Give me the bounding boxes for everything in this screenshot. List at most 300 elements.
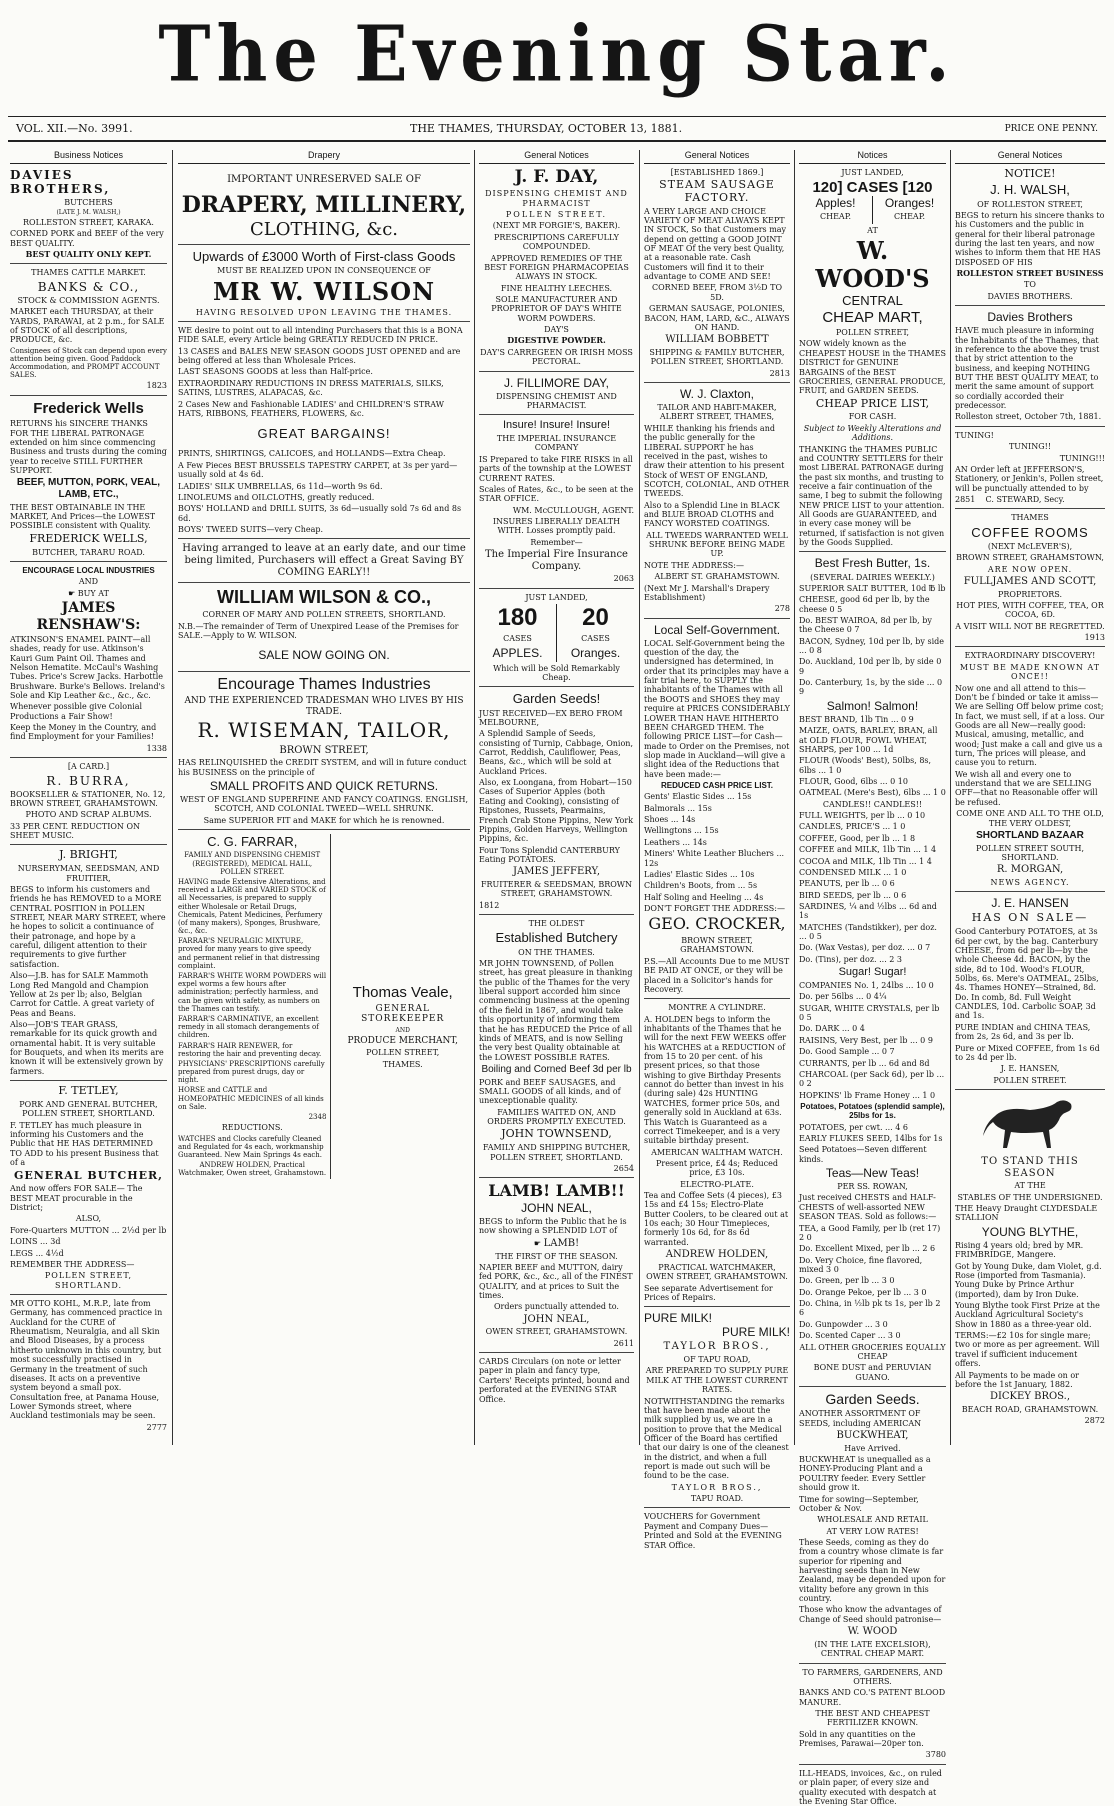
ad-text: Also to a Splendid Line in BLACK and BLUE BROAD CLOTHS and FANCY WORSTED COATINGS. xyxy=(644,500,780,529)
ad-text: Sold in any quantities on the Premises, Parawai—20per ton. xyxy=(799,1729,924,1749)
ad-text: FOR CASH. xyxy=(848,412,897,422)
ad-title: REDUCED CASH PRICE LIST. xyxy=(660,781,773,791)
ad-text: THANKING the THAMES PUBLIC and COUNTRY SETTLERS for their most LIBERAL PATRONAGE during the past six months, and trusting to receive a fair continuation of the same, I beg to submit the following NEW PRICE LIST to your attention. All Goods are GUARANTEED, and in every case money will be returned, if satisfaction is not given by the Goods Supplied. xyxy=(799,444,945,548)
ad-title: MR W. WILSON xyxy=(212,276,436,306)
ad-number: 2348 xyxy=(308,1113,327,1121)
ad-title: FULLJAMES AND SCOTT, xyxy=(963,575,1097,587)
ad-text: ROLLESTON STREET BUSINESS xyxy=(956,268,1104,279)
column-general-notices xyxy=(479,150,634,1445)
price-line: FLOUR (Woods' Best), 50lbs, 8s, 6lbs ... 1 0 xyxy=(799,756,932,775)
place-and-date: THE THAMES, THURSDAY, OCTOBER 13, 1881. xyxy=(410,122,683,135)
ad-text: DON'T FORGET THE ADDRESS:— xyxy=(644,903,785,913)
ad-title: W. J. Claxton, xyxy=(679,387,755,402)
veale-ad xyxy=(330,834,470,1179)
ad-title: TUNING! xyxy=(955,430,994,440)
ad-text: THE OLDEST xyxy=(528,919,585,929)
ad-text: ALL TWEEDS WARRANTED WELL SHRUNK BEFORE BEING MADE UP. xyxy=(646,530,788,559)
column-business-notices xyxy=(10,150,167,1445)
price-line: COFFEE, Good, per lb ... 1 8 xyxy=(799,833,916,843)
ad-separator xyxy=(644,1306,790,1307)
ad-text: Also—JOB'S TEAR GRASS, remarkable for its quick growth and ornamental habit. It is very suitable for Bouquets, and when its merits are known it will be extensively grown by farmers. xyxy=(10,1020,164,1076)
ad-signature: DICKEY BROS., xyxy=(989,1391,1071,1403)
ad-title: J. E. HANSEN xyxy=(991,896,1069,911)
ad-separator xyxy=(479,1177,634,1178)
price-line: CONDENSED MILK ... 1 0 xyxy=(799,867,907,877)
ad-text: WEST OF ENGLAND SUPERFINE AND FANCY COATINGS. ENGLISH, SCOTCH, AND COLONIAL TWEED—WELL SHRUNK. xyxy=(179,795,469,814)
price-line: Do. Orange Pekoe, per lb ... 3 0 xyxy=(799,1287,927,1297)
price-line: LOINS ... 3d xyxy=(10,1237,61,1247)
ad-text: LAST SEASONS GOODS at less than Half-price. xyxy=(178,367,373,377)
ad-text: Keep the Money in the Country, and find Employment for your Families! xyxy=(10,723,157,742)
price-line: BEST BRAND, 1lb Tin ... 0 9 xyxy=(799,714,914,724)
ad-separator xyxy=(955,1089,1105,1090)
column-general-notices-3 xyxy=(955,150,1105,1445)
price-line: Balmorals ... 15s xyxy=(644,803,712,813)
ad-title: Insure! Insure! Insure! xyxy=(503,419,610,432)
ad-text: PRACTICAL WATCHMAKER, OWEN STREET, GRAHAMSTOWN. xyxy=(646,1262,788,1282)
fruit-box xyxy=(479,604,634,661)
ad-text: PORK and BEEF SAUSAGES, and SMALL GOODS of all kinds, and of unexceptionable quality. xyxy=(479,1077,621,1106)
ad-text: PORK AND GENERAL BUTCHER, POLLEN STREET, SHORTLAND. xyxy=(19,1100,158,1119)
ad-text: NEWS AGENCY. xyxy=(990,878,1070,887)
price-line: FLOUR, Good, 6lbs ... 0 10 xyxy=(799,777,908,787)
ad-text: HAS RELINQUISHED the CREDIT SYSTEM, and will in future conduct his BUSINESS on the principle of xyxy=(178,758,467,777)
ad-text: FINE HEALTHY LEECHES. xyxy=(500,283,613,293)
ad-text: LOCAL Self-Government being the question of the day, the undersigned has determined, in order that its principles may have a fair trial here, to SUPPLY the inhabitants of the Thames with all the BOOTS and SHOES they may require at PRICES CONSIDERABLY LOWER THAN HAVE HITHERTO BEEN CHARGED THEM. The following PRICE LIST—for Cash—made to Order on the Premises, not slop made in Auckland—will give a slight idea of the Reductions that have been made:— xyxy=(644,638,790,779)
ad-text: FARRAR'S WHITE WORM POWDERS will expel worms a few hours after administration; perfectly harmless, and can be given with safety, as numbers on the Thames can testify. xyxy=(178,972,327,1013)
ad-text: ALL OTHER GROCERIES EQUALLY CHEAP xyxy=(799,1342,946,1361)
two-ad-row xyxy=(178,834,470,1179)
ad-title: ENCOURAGE LOCAL INDUSTRIES xyxy=(22,566,155,576)
ad-text: ON THE THAMES. xyxy=(518,947,595,957)
ad-text: Those who know the advantages of Change of Seed should patronise— xyxy=(799,1605,942,1624)
ad-title: J. H. WALSH, xyxy=(990,182,1070,198)
ad-text: THE BEST AND CHEAPEST FERTILIZER KNOWN. xyxy=(815,1709,930,1728)
ad-text: JUST RECEIVED—EX BERO FROM MELBOURNE, xyxy=(479,708,623,727)
ad-title: Salmon! Salmon! xyxy=(826,698,919,713)
ad-signature: WILLIAM BOBBETT xyxy=(665,334,769,346)
ad-title: CHEAP MART, xyxy=(822,308,923,326)
ad-title: Potatoes, Potatoes (splendid sample), 25lbs for 1s. xyxy=(800,1101,945,1121)
price-line: Do. (Tins), per doz. ... 2 3 xyxy=(799,954,903,964)
price-line: Do. Good Sample ... 0 7 xyxy=(799,1047,895,1057)
ad-separator xyxy=(479,588,634,589)
ad-title: PURE MILK! xyxy=(721,1325,790,1340)
ad-title: DIGESTIVE POWDER. xyxy=(507,335,606,346)
ad-text: MR OTTO KOHL, M.R.P., late from Germany, has commenced practice in Auckland for the CURE of Rheumatism, Neuralgia, and all Skin and Blood Diseases, by a process hitherto unknown in this country, but most successfully practised in Germany in the treatment of such diseases. It acts on a preventive system beyond a small pox. Consultation free, at Panama House, Lower Symonds street, where Auckland testimonials may be seen. xyxy=(10,1298,163,1421)
ad-separator xyxy=(10,395,167,396)
ad-signature: R. MORGAN, xyxy=(996,864,1064,876)
ad-title: MONTRE A CYLINDRE. xyxy=(668,1003,766,1013)
ad-text: ATKINSON'S ENAMEL PAINT—all shades, ready for use. Atkinson's Kauri Gum Paint Oil. Thames and Nelson Hematite. McCaul's Washing Tubes. Price's Screw Jacks. Harbottle Brushware. Burke's Bellows. Ireland's Sole and Kip Leather &c., &c., &c. xyxy=(10,634,165,701)
ad-number: 1338 xyxy=(146,743,167,753)
price-line: CHEESE, good 6d per lb, by the cheese 0 5 xyxy=(799,595,930,614)
ad-title: Local Self-Government. xyxy=(653,622,781,637)
ad-text: POLLEN STREET. xyxy=(505,210,608,220)
ad-title: EXTRAORDINARY DISCOVERY! xyxy=(964,651,1096,661)
farrar-ad xyxy=(178,834,326,1179)
price-line: COMPANIES No. 1, 24lbs ... 10 0 xyxy=(799,980,934,990)
ad-number: 2872 xyxy=(1084,1416,1105,1426)
price-line: TEA, a Good Family, per lb (ret 17) 2 0 xyxy=(799,1223,941,1242)
ad-separator xyxy=(955,508,1105,509)
ad-text: ARE PREPARED TO SUPPLY PURE MILK AT THE LOWEST CURRENT RATES. xyxy=(645,1366,789,1395)
ad-title: TUNING!! xyxy=(1008,442,1052,452)
ad-text: POLLEN STREET SOUTH, SHORTLAND. xyxy=(976,843,1084,862)
price-line: SUPERIOR SALT BUTTER, 10d ℔ lb xyxy=(799,583,946,593)
ad-text: BUY AT xyxy=(77,588,109,598)
ad-text: POLLEN STREET, xyxy=(366,1048,440,1058)
ad-text: (IN THE LATE EXCELSIOR), CENTRAL CHEAP MART. xyxy=(814,1639,931,1659)
column-divider xyxy=(794,150,795,1445)
ad-text: OF ROLLESTON STREET, xyxy=(977,199,1083,209)
ad-text: THE IMPERIAL INSURANCE COMPANY xyxy=(496,434,617,453)
ad-text: PER SS. ROWAN, xyxy=(837,1182,908,1192)
ad-text: CANDLES!! CANDLES!! xyxy=(822,799,923,809)
price-line: POTATOES, per cwt. ... 4 6 xyxy=(799,1122,908,1132)
ad-text: Whenever possible give Colonial Productions a Fair Show! xyxy=(10,702,143,721)
ad-title: Best Fresh Butter, 1s. xyxy=(814,556,931,571)
ad-title: JAMES RENSHAW'S: xyxy=(36,600,141,633)
ad-number: 2611 xyxy=(613,1338,634,1348)
dateline xyxy=(8,122,1106,138)
ad-text: DISPENSING CHEMIST AND PHARMACIST xyxy=(485,189,628,208)
price-line: Do. China, in ½lb pk ts 1s, per lb 2 6 xyxy=(799,1299,941,1318)
ad-text: See separate Advertisement for Prices of Repairs. xyxy=(644,1283,773,1302)
ad-text: Time for sowing—September, October & Nov. xyxy=(799,1494,919,1513)
ad-text: THAMES xyxy=(1011,513,1049,523)
ad-text: THE FIRST OF THE SEASON. xyxy=(495,1251,618,1261)
ad-text xyxy=(479,1238,634,1250)
price-line: OATMEAL (Mere's Best), 6lbs ... 1 0 xyxy=(799,788,946,798)
ad-title: DRAPERY, MILLINERY, xyxy=(181,192,467,219)
ad-text: BEST QUALITY ONLY KEPT. xyxy=(25,249,152,260)
price-line: Do. Scented Caper ... 3 0 xyxy=(799,1331,901,1341)
ad-text: PRINTS, SHIRTINGS, CALICOES, and HOLLANDS—Extra Cheap. xyxy=(178,449,446,459)
price-line: COCOA and MILK, 1lb Tin ... 1 4 xyxy=(799,856,932,866)
ad-text: NURSERYMAN, SEEDSMAN, AND FRUITIER, xyxy=(17,864,160,883)
ad-separator xyxy=(644,998,790,999)
ad-text: PRODUCE MERCHANT, xyxy=(347,1035,458,1046)
ad-text: Rising 4 years old; bred by MR. FRIMBRIDGE, Mangere. xyxy=(955,1240,1084,1260)
ad-number: 2063 xyxy=(613,574,634,584)
ad-title: WILLIAM WILSON & CO., xyxy=(217,587,431,608)
ad-title: C. G. FARRAR, xyxy=(207,834,298,850)
ad-title: REDUCTIONS. xyxy=(221,1123,283,1133)
price-line: Do. Excellent Mixed, per lb ... 2 6 xyxy=(799,1244,936,1254)
price-line: EARLY FLUKES SEED, 14lbs for 1s xyxy=(799,1134,943,1144)
ad-text: POLLEN STREET. xyxy=(993,1075,1067,1085)
ad-text: [ESTABLISHED 1869.] xyxy=(670,167,764,177)
ad-text: Orders punctually attended to. xyxy=(494,1302,619,1312)
ad-separator xyxy=(10,1294,167,1295)
ad-title: Boiling and Corned Beef 3d per lb xyxy=(481,1063,632,1075)
newspaper-title: The Evening Star. xyxy=(158,7,956,100)
price-line: RAISINS, Very Best, per lb ... 0 9 xyxy=(799,1035,933,1045)
ad-signature: WM. McCULLOUGH, AGENT. xyxy=(512,505,634,515)
ad-title: CHEAP PRICE LIST, xyxy=(815,396,930,410)
price-line: Do. DARK ... 0 4 xyxy=(799,1024,865,1034)
ad-text: Good Canterbury POTATOES, at 3s 6d per cwt, by the bag. Canterbury CHEESE, from 6d per lb—by the whole Cheese 4d. BACON, by the side, 8d to 10d. Wood's FLOUR, 50lbs, 6s. Mere's OATMEAL, 25lbs, 4s. Thames HONEY—Strained, 8d. Do. In comb, 8d. Full Weight CANDLES, 10d. Carbolic SOAP, 3d and 1s. xyxy=(955,927,1099,1021)
column-header: General Notices xyxy=(955,150,1105,164)
ad-text: ROLLESTON STREET, KARAKA. xyxy=(23,217,154,227)
ad-text: Scales of Rates, &c., to be seen at the STAR OFFICE. xyxy=(479,484,634,504)
ad-title: Teas—New Teas! xyxy=(825,1166,920,1181)
price-line: Do. BEST WAIROA, 8d per lb, by the Cheese 0 7 xyxy=(799,615,932,635)
ad-text: A VISIT WILL NOT BE REGRETTED. xyxy=(955,621,1105,631)
ad-signature: J. E. HANSEN, xyxy=(1000,1064,1060,1074)
ad-separator xyxy=(178,829,470,830)
ad-text: CHEAP. xyxy=(819,212,852,222)
column-divider xyxy=(950,150,951,1445)
ad-title: Garden Seeds! xyxy=(512,691,601,707)
ad-text: Tea and Coffee Sets (4 pieces), £3 15s and £4 15s; Electro-Plate Butter Coolers, to be cleared out at 10s each; 30 Hour Timepieces, formerly 10s 6d, for 8s 6d warranted. xyxy=(644,1191,789,1247)
ad-text: PURE INDIAN and CHINA TEAS, from 2s, 2s 6d, and 3s per lb. xyxy=(955,1022,1091,1042)
ad-text: SOLE MANUFACTURER AND PROPRIETOR OF DAY'S WHITE WORM POWDERS. xyxy=(491,294,622,323)
masthead-rule-bottom xyxy=(8,140,1106,142)
ad-text: WHOLESALE AND RETAIL xyxy=(817,1515,928,1525)
ad-text: CASES xyxy=(503,634,532,644)
ad-separator xyxy=(10,263,167,264)
ad-text: JUST LANDED, xyxy=(841,167,904,177)
ad-title: LAMB! LAMB!! xyxy=(488,1181,625,1201)
price-line: MAIZE, OATS, BARLEY, BRAN, all at OLD FLOUR, FOWL WHEAT, SHARPS, per 100 ... 1d xyxy=(799,726,938,754)
ad-text: PHYSICIANS' PRESCRIPTIONS carefully prepared from purest drugs, day or night. xyxy=(178,1059,325,1085)
ad-text: These Seeds, coming as they do from a country whose climate is far superior for ripening and harvesting seeds than in New Zealand, may be depended upon for vitality before any grown in this country. xyxy=(799,1537,946,1604)
ad-signature: JOHN TOWNSEND, xyxy=(501,1127,612,1141)
ad-text: MUST BE MADE KNOWN AT ONCE!! xyxy=(959,662,1101,682)
ad-text: CORNED BEEF, FROM 3½D TO 5D. xyxy=(651,283,782,302)
ad-text: FARRAR'S HAIR RENEWER, for restoring the hair and preventing decay. xyxy=(178,1041,322,1058)
ad-title: TAYLOR BROS., xyxy=(663,1341,771,1353)
ad-text: And now offers FOR SALE— The BEST MEAT procurable in the District; xyxy=(10,1184,143,1213)
pointing-hand-icon: ☛ xyxy=(68,588,78,598)
masthead-rule-top xyxy=(8,116,1106,117)
ad-text: BANKS AND CO.'S PATENT BLOOD MANURE. xyxy=(799,1688,946,1707)
price-line: Fore-Quarters MUTTON ... 2½d per lb xyxy=(10,1225,167,1235)
ad-number: 2777 xyxy=(146,1422,167,1432)
ad-text: A. HOLDEN begs to inform the inhabitants of the Thames that he will for the next FEW WEEKS offer his WATCHES at a REDUCTION of from 15 to 20 per cent. of his present prices, so that those wishing to give Birthday Presents cannot do better than invest in his (during sale) 42s HUNTING WATCHES, former price 50s, and generally sold in Auckland at 63s. This Watch is Guaranteed as a correct Timekeeper, and is a very suitable birthday present. xyxy=(644,1014,787,1146)
ad-text: TAPU ROAD. xyxy=(690,1494,744,1504)
ad-text: OWEN STREET, GRAHAMSTOWN. xyxy=(485,1327,628,1337)
ad-separator xyxy=(799,1764,946,1765)
ad-text: BONE DUST and PERUVIAN GUANO. xyxy=(813,1363,932,1382)
price-line: BIRD SEEDS, per lb ... 0 6 xyxy=(799,890,907,900)
ad-number: 2654 xyxy=(613,1164,634,1173)
ad-title: 120] CASES [120 xyxy=(812,178,933,196)
horse-illustration xyxy=(975,1094,1085,1154)
ad-title: LAMB! xyxy=(543,1237,580,1249)
masthead xyxy=(0,0,1114,112)
ad-text: BUTCHER, TARARU ROAD. xyxy=(32,547,145,557)
ad-text: 33 PER CENT. REDUCTION ON SHEET MUSIC. xyxy=(10,821,141,841)
ad-separator xyxy=(178,671,470,672)
ad-text: AND xyxy=(395,1026,410,1034)
ad-number: 1913 xyxy=(1084,633,1105,643)
ad-text: SHIPPING & FAMILY BUTCHER, POLLEN STREET, SHORTLAND. xyxy=(649,347,785,367)
price-line: Do. per 56lbs ... 0 4¼ xyxy=(799,992,887,1002)
ad-text: TO xyxy=(1024,280,1036,290)
ad-title: Sugar! Sugar! xyxy=(838,966,907,979)
ad-number: 3780 xyxy=(925,1750,946,1760)
ad-title: THAMES CATTLE MARKET. xyxy=(31,268,146,278)
price-line: Do. (Wax Vestas), per doz. ... 0 7 xyxy=(799,943,931,953)
price-line: Seed Potatoes—Seven different kinds. xyxy=(799,1145,927,1164)
ad-text: (LATE J. M. WALSH,) xyxy=(56,208,121,216)
ad-title: COFFEE ROOMS xyxy=(971,524,1089,540)
ad-title: J. F. DAY, xyxy=(514,166,599,187)
ad-title: TO STAND THIS SEASON xyxy=(981,1156,1079,1179)
price-line: Miners' White Leather Bluchers ... 12s xyxy=(644,849,785,868)
price-line: MATCHES (Tandstikker), per doz. ... 0 5 xyxy=(799,922,937,942)
price: PRICE ONE PENNY. xyxy=(1004,124,1098,134)
ad-title: GREAT BARGAINS! xyxy=(257,426,391,442)
ad-text: (NEXT McLEVER'S), xyxy=(987,541,1073,551)
ad-title: DAVIES BROTHERS, xyxy=(10,167,111,196)
ad-signature: C. STEWARD, Secy. xyxy=(985,494,1065,504)
ad-title: SMALL PROFITS AND QUICK RETURNS. xyxy=(209,779,439,794)
oranges-box xyxy=(557,604,634,661)
ad-separator xyxy=(644,382,790,383)
ad-separator xyxy=(799,1663,946,1664)
price-line: FULL WEIGHTS, per lb ... 0 10 xyxy=(799,811,926,821)
ad-separator xyxy=(644,1507,790,1508)
price-line: Children's Boots, from ... 5s xyxy=(644,881,758,891)
ad-text: A VERY LARGE AND CHOICE VARIETY OF MEAT ALWAYS KEPT IN STOCK, So that Customers may depend on getting a GOOD JOINT OF MEAT Of the very best Quality, at a reasonable rate. Cash Customers will find it to their advantage to COME AND SEE! xyxy=(644,206,787,282)
ad-text: JUST LANDED, xyxy=(525,592,588,602)
price-line: Do. Gunpowder ... 3 0 xyxy=(799,1319,888,1329)
ad-text: Rolleston street, October 7th, 1881. xyxy=(955,412,1102,422)
ad-signature: ANDREW HOLDEN, Practical Watchmaker, Owen street, Grahamstown. xyxy=(178,1161,327,1178)
price-line: BACON, Sydney, 10d per lb, by side ... 0 8 xyxy=(799,636,944,656)
ad-title: APPLES. xyxy=(492,645,543,660)
price-line: Gents' Elastic Sides ... 15s xyxy=(644,792,752,802)
ad-title: YOUNG BLYTHE, xyxy=(981,1224,1079,1239)
ad-title: Garden Seeds. xyxy=(825,1390,920,1407)
oranges-count: 20 xyxy=(582,604,609,632)
ad-text: FARRAR'S CARMINATIVE, an excellent remedy in all stomach derangements of children. xyxy=(178,1014,319,1040)
ad-separator xyxy=(799,1386,946,1387)
ad-text: MR JOHN TOWNSEND, of Pollen street, has great pleasure in thanking the public of the Thames for the very liberal support accorded him since commencing business at the opening of the field in 1867, and would take this opportunity of informing them that he has REDUCED the Price of all kinds of MEATS, and is now Selling the very best Quality obtainable at the LOWEST POSSIBLE RATES. xyxy=(479,958,633,1062)
ad-text: CORNER OF MARY AND POLLEN STREETS, SHORTLAND. xyxy=(202,610,446,620)
ad-text: OF TAPU ROAD, xyxy=(683,1355,751,1365)
ad-title: TO FARMERS, GARDENERS, AND OTHERS. xyxy=(802,1667,943,1686)
ad-text: CHEAP. xyxy=(893,212,926,222)
ad-text: Four Tons Splendid CANTERBURY Eating POTATOES. xyxy=(479,845,620,864)
ad-title: SHORTLAND BAZAAR xyxy=(976,829,1084,841)
price-line: Do. Green, per lb ... 3 0 xyxy=(799,1276,895,1286)
ad-text: AT VERY LOW RATES! xyxy=(826,1526,919,1536)
ad-text: [A CARD.] xyxy=(67,762,110,772)
ad-title: The Imperial Fire Insurance Company. xyxy=(485,549,628,572)
ad-separator xyxy=(10,561,167,562)
ad-text: STOCK & COMMISSION AGENTS. xyxy=(17,295,160,305)
ad-text: WE desire to point out to all intending Purchasers that this is a BONA FIDE SALE, every Article being GREATLY REDUCED IN PRICE. xyxy=(178,325,463,345)
ad-text: AND xyxy=(78,577,99,587)
ad-text: INSURES LIBERALLY DEALTH WITH. Losses promptly paid. xyxy=(492,516,621,536)
ad-text: BUCKWHEAT is unequalled as a HONEY-Producing Plant and a POULTRY feeder. Every Settler should grow it. xyxy=(799,1455,931,1493)
price-line: COFFEE and MILK, 1lb Tin ... 1 4 xyxy=(799,845,937,855)
ad-signature: ANDREW HOLDEN, xyxy=(665,1249,769,1261)
ad-text xyxy=(955,495,1105,504)
ad-title: J. BRIGHT, xyxy=(59,848,118,862)
ad-separator xyxy=(955,646,1105,647)
ad-text: BROWN STREET, xyxy=(279,744,369,756)
ad-separator xyxy=(479,914,634,915)
pointing-hand-icon: ☛ xyxy=(533,1238,544,1248)
ad-separator xyxy=(178,538,470,539)
price-line: Leathers ... 14s xyxy=(644,837,707,847)
ad-title: NOTICE! xyxy=(1004,166,1056,180)
ad-text: Young Blythe took First Prize at the Auckland Agricultural Society's Show in 1880 as a three-year old. xyxy=(955,1301,1100,1329)
price-line: Ladies' Elastic Sides ... 10s xyxy=(644,869,755,879)
ad-title: R. WISEMAN, TAILOR, xyxy=(197,718,451,743)
ad-text: HAVING RESOLVED UPON LEAVING THE THAMES. xyxy=(195,307,453,317)
column-header: Notices xyxy=(799,150,946,164)
ad-text: (SEVERAL DAIRIES WEEKLY.) xyxy=(810,572,935,582)
ad-text: 2 Cases New and Fashionable LADIES' and CHILDREN'S STRAW HATS, RIBBONS, FEATHERS, FLOWERS, &c. xyxy=(178,399,444,418)
ad-number: 1812 xyxy=(479,900,500,910)
ad-text: AT xyxy=(867,225,878,235)
ad-text: FAMILY AND SHIPPING BUTCHER, POLLEN STREET, SHORTLAND. xyxy=(482,1143,631,1162)
ad-title: R. BURRA, xyxy=(46,773,131,788)
ad-text: WHILE thanking his friends and the public generally for the LIBERAL SUPPORT he has received in the past, wishes to draw their attention to his present Stock of WEST OF ENGLAND, SCOTCH, COLONIAL, AND OTHER TWEEDS. xyxy=(644,423,790,499)
ad-separator xyxy=(955,426,1105,427)
ad-text: PRESCRIPTIONS CAREFULLY COMPOUNDED. xyxy=(494,232,619,252)
ad-text: BEGS to return his sincere thanks to his Customers and the public in general for their liberal patronage during the last ten years, and now wishes to inform them that HE HAS DISPOSED OF HIS xyxy=(955,210,1105,267)
ad-separator xyxy=(178,582,470,583)
ad-text: Remember— xyxy=(530,537,583,547)
column-header: Business Notices xyxy=(10,150,167,164)
ad-text: DAY'S CARREGEEN OR IRISH MOSS PECTORAL. xyxy=(480,347,633,367)
ad-text: AND THE EXPERIENCED TRADESMAN WHO LIVES BY HIS TRADE. xyxy=(184,696,464,717)
ad-title: W. WOOD'S xyxy=(815,236,930,294)
ad-text: LADIES' SILK UMBRELLAS, 6s 11d—worth 9s 6d. xyxy=(178,481,383,491)
ad-text: F. TETLEY has much pleasure in informing his Customers and the Public that HE HAS DETERMINED TO ADD to his present Business that of a xyxy=(10,1120,159,1168)
ad-text: GENERAL STOREKEEPER xyxy=(361,1003,445,1025)
ad-text: ALSO, xyxy=(75,1214,102,1224)
ad-text: BEGS to inform his customers and friends he has REMOVED to a MORE CENTRAL POSITION in POLLEN STREET, NEAR MARY STREET, where he hopes to solicit a continuance of their patronage, and hope by a careful, diligent attention to their requirements to give further satisfaction. xyxy=(10,884,166,969)
ad-text: PHOTO AND SCRAP ALBUMS. xyxy=(25,810,152,820)
column-header: General Notices xyxy=(479,150,634,164)
ad-text: A Splendid Sample of Seeds, consisting of Turnip, Cabbage, Onion, Carrot, Reddish, Cauliflower, Peas, Beans, &c., which will be sold at Auckland Prices. xyxy=(479,729,633,776)
ad-text: BEGS to inform the Public that he is now showing a SPLENDID LOT of xyxy=(479,1217,627,1236)
ad-title: CLOTHING, &c. xyxy=(249,218,399,240)
ad-text: TERMS:—£2 10s for single mare; two or more as per agreement. Will travel if sufficient inducement offers. xyxy=(955,1331,1100,1369)
ad-text: BOOKSELLER & STATIONER, No. 12, BROWN STREET, GRAHAMSTOWN. xyxy=(10,789,166,808)
ad-text: CARDS Circulars (on note or letter paper in plain and fancy type, Carters' Receipts printed, bound and perforated at the EVENING STAR Office. xyxy=(479,1357,630,1404)
price-line: Do. Auckland, 10d per lb, by side 0 9 xyxy=(799,657,942,676)
ad-signature: JAMES JEFFERY, xyxy=(513,866,600,878)
ad-text: GERMAN SAUSAGE, POLONIES, BACON, HAM, LARD, &C., ALWAYS ON HAND. xyxy=(644,304,790,332)
ad-separator xyxy=(10,757,167,758)
column-notices xyxy=(799,150,946,1806)
ad-text: ILL-HEADS, invoices, &c., on ruled or plain paper, of every size and quality executed with despatch at the Evening Star Office. xyxy=(799,1768,942,1806)
ad-separator xyxy=(479,414,634,415)
ad-title: Davies Brothers xyxy=(987,310,1073,325)
ad-text: THAMES. xyxy=(382,1059,423,1069)
ad-separator xyxy=(479,371,634,372)
ad-separator xyxy=(799,551,946,552)
ad-text: BUTCHERS xyxy=(64,197,113,207)
ad-title: GENERAL BUTCHER, xyxy=(13,1168,164,1182)
ad-text: IMPORTANT UNRESERVED SALE OF xyxy=(227,173,421,185)
ad-text: FAMILIES WAITED ON, AND ORDERS PROMPTLY EXECUTED. xyxy=(487,1107,626,1127)
ad-text: NAPIER BEEF and MUTTON, dairy fed PORK, &c., &c., all of the FINEST QUALITY, and at prices to Suit the times. xyxy=(479,1262,633,1300)
ad-number: 1823 xyxy=(146,381,167,391)
ad-text: THE BEST OBTAINABLE IN THE MARKET, And Prices—the LOWEST POSSIBLE consistent with Quality. xyxy=(10,502,156,531)
ad-title: Established Butchery xyxy=(495,930,618,946)
